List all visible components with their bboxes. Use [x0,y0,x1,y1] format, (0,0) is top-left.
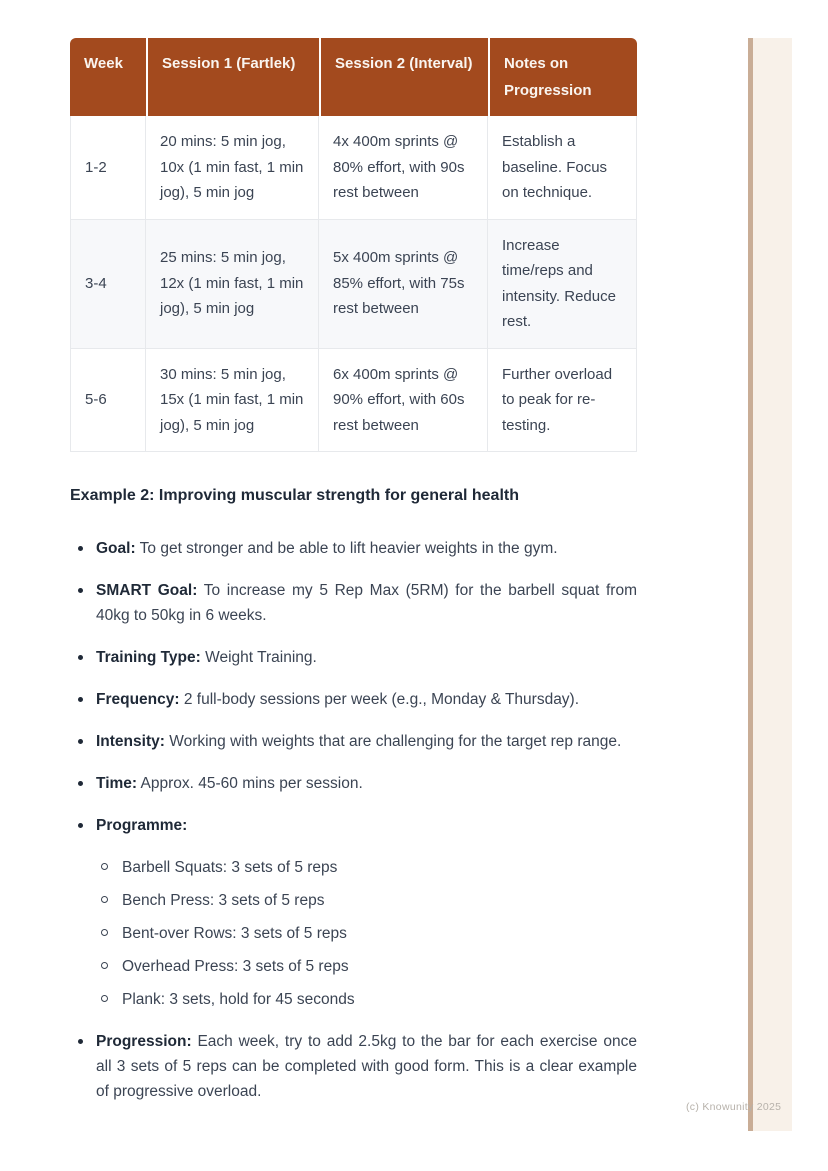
bullet-item [70,813,637,1012]
bullet-item [70,687,637,712]
sub-bullet-text: Barbell Squats: 3 sets of 5 reps [122,859,338,876]
bullet-text: 2 full-body sessions per week (e.g., Monday & Thursday). [183,691,580,708]
table-header-cell: Session 1 (Fartlek) [146,38,319,116]
table-cell-notes: Establish a baseline. Focus on technique. [488,116,637,220]
bullet-marker-icon [78,697,83,702]
table-header-cell: Week [70,38,146,116]
bullet-item [70,578,637,628]
page-edge-strip [748,38,792,1131]
bullet-item [70,536,637,561]
bullet-label: Progression: [96,1033,192,1050]
bullet-item [70,729,637,754]
bullet-text: Working with weights that are challenging for the target rep range. [169,733,622,750]
bullet-list [70,536,637,1104]
bullet-text: Weight Training. [205,649,317,666]
bullet-item [70,645,637,670]
table-cell-session1: 20 mins: 5 min jog, 10x (1 min fast, 1 min jog), 5 min jog [146,116,319,220]
bullet-text: To get stronger and be able to lift heavier weights in the gym. [139,540,558,557]
bullet-marker-icon [78,1039,83,1044]
table-header-cell: Session 2 (Interval) [319,38,488,116]
bullet-marker-icon [78,823,83,828]
sub-bullet-marker-icon [101,962,108,969]
sub-bullet-item [96,921,637,946]
table-cell-week: 5-6 [70,349,146,453]
bullet-label: Programme: [96,817,188,834]
table-cell-notes: Further overload to peak for re-testing. [488,349,637,453]
table-cell-notes: Increase time/reps and intensity. Reduce rest. [488,220,637,349]
sub-bullet-list [96,855,637,1012]
table-header-cell: Notes on Progression [488,38,637,116]
document-content [70,38,637,1121]
sub-bullet-item [96,888,637,913]
bullet-label: Training Type: [96,649,201,666]
bullet-label: Frequency: [96,691,180,708]
table-row [70,349,637,453]
sub-bullet-marker-icon [101,863,108,870]
table-cell-session2: 4x 400m sprints @ 80% effort, with 90s rest between [319,116,488,220]
sub-bullet-marker-icon [101,929,108,936]
sub-bullet-item [96,954,637,979]
bullet-text: Each week, try to add 2.5kg to the bar for each exercise once all 3 sets of 5 reps can be completed with good form. This is a clear example of progressive overload. [96,1033,637,1100]
table-cell-week: 3-4 [70,220,146,349]
table-cell-session1: 30 mins: 5 min jog, 15x (1 min fast, 1 min jog), 5 min jog [146,349,319,453]
sub-bullet-text: Bent-over Rows: 3 sets of 5 reps [122,925,347,942]
table-row [70,220,637,349]
table-head [70,38,637,116]
bullet-marker-icon [78,546,83,551]
bullet-marker-icon [78,781,83,786]
table-header-row [70,38,637,116]
table-row [70,116,637,220]
sub-bullet-marker-icon [101,995,108,1002]
table-cell-session1: 25 mins: 5 min jog, 12x (1 min fast, 1 min jog), 5 min jog [146,220,319,349]
table-cell-session2: 6x 400m sprints @ 90% effort, with 60s rest between [319,349,488,453]
bullet-label: SMART Goal: [96,582,198,599]
watermark: (c) Knowunity 2025 [686,1101,782,1113]
sub-bullet-text: Bench Press: 3 sets of 5 reps [122,892,325,909]
sub-bullet-marker-icon [101,896,108,903]
example-heading: Example 2: Improving muscular strength for general health [70,487,519,504]
table-body [70,116,637,452]
bullet-label: Time: [96,775,138,792]
bullet-text: Approx. 45-60 mins per session. [140,775,363,792]
sub-bullet-text: Overhead Press: 3 sets of 5 reps [122,958,349,975]
bullet-marker-icon [78,655,83,660]
sub-bullet-item [96,987,637,1012]
sub-bullet-text: Plank: 3 sets, hold for 45 seconds [122,991,355,1008]
bullet-label: Goal: [96,540,136,557]
table-cell-session2: 5x 400m sprints @ 85% effort, with 75s rest between [319,220,488,349]
training-schedule-table [70,38,637,452]
bullet-item [70,1029,637,1104]
bullet-marker-icon [78,739,83,744]
table-cell-week: 1-2 [70,116,146,220]
bullet-text: To increase my 5 Rep Max (5RM) for the barbell squat from 40kg to 50kg in 6 weeks. [96,582,637,624]
sub-bullet-item [96,855,637,880]
bullet-label: Intensity: [96,733,165,750]
bullet-marker-icon [78,588,83,593]
bullet-item [70,771,637,796]
